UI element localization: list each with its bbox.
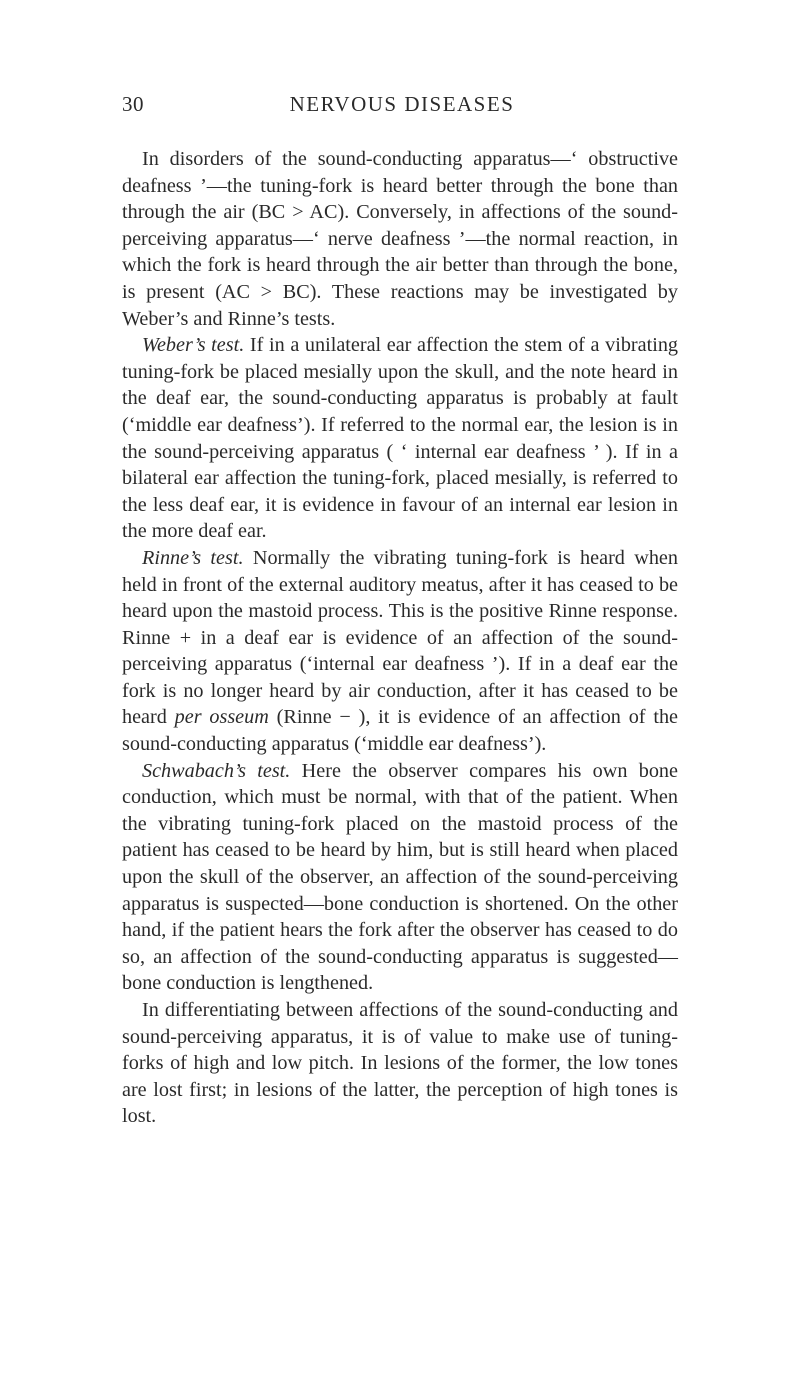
run-in-heading: Weber’s test.	[142, 334, 245, 357]
italic-term: per osseum	[174, 706, 269, 729]
paragraph-text: Normally the vibrating tuning-fork is heard when held in front of the external auditory meatus, after it has ceased to be heard upon the mastoid process. This is the positive Rinne response. Rinne + in a deaf ear is evidence of an affection of the sound-perceiving apparatus (‘internal ear deafness ’). If in a deaf ear the fork is no longer heard by air conduction, after it has ceased to be heard	[122, 546, 678, 729]
paragraph-text: (Rinne − ), it is evidence of an affection of the sound-conducting apparatus (‘middle ear deafness’).	[122, 706, 678, 756]
page-header	[122, 92, 682, 122]
paragraph-webers-test	[122, 332, 678, 545]
paragraph-text: Here the observer compares his own bone conduction, which must be normal, with that of the patient. When the vibrating tuning-fork placed on the mastoid process of the patient has ceased to be heard by him, but is still heard when placed upon the skull of the observer, an affection of the sound-perceiving apparatus is suspected—bone conduction is shortened. On the other hand, if the patient hears the fork after the observer has ceased to do so, an affection of the sound-conducting apparatus is suggested—bone conduction is lengthened.	[122, 759, 678, 995]
paragraph-text: In differentiating between affections of the sound-conducting and sound-perceiving apparatus, it is of value to make use of tuning-forks of high and low pitch. In lesions of the former, the low tones are lost first; in lesions of the latter, the perception of high tones is lost.	[122, 999, 678, 1128]
page-number: 30	[122, 92, 144, 116]
paragraph-schwabachs-test	[122, 758, 678, 997]
running-head: NERVOUS DISEASES	[289, 92, 515, 116]
run-in-heading: Rinne’s test.	[142, 546, 244, 569]
body-text	[122, 146, 678, 1130]
paragraph-text: In disorders of the sound-conducting apparatus—‘ obstructive deafness ’—the tuning-fork is heard better through the bone than through the air (BC > AC). Conversely, in affections of the sound-perceiving apparatus—‘ nerve deafness ’—the normal reaction, in which the fork is heard through the air better than through the bone, is present (AC > BC). These reactions may be investigated by Weber’s and Rinne’s tests.	[122, 148, 678, 330]
run-in-heading: Schwabach’s test.	[142, 759, 291, 782]
paragraph-intro	[122, 146, 678, 332]
paragraph-rinnes-test	[122, 545, 678, 758]
paragraph-pitch-forks	[122, 997, 678, 1130]
paragraph-text: If in a unilateral ear affection the stem of a vibrating tuning-fork be placed mesially upon the skull, and the note heard in the deaf ear, the sound-conducting apparatus is probably at fault (‘middle ear deafness’). If referred to the normal ear, the lesion is in the sound-perceiving apparatus ( ‘ internal ear deafness ’ ). If in a bilateral ear affection the tuning-fork, placed mesially, is referred to the less deaf ear, it is evidence in favour of an internal ear lesion in the more deaf ear.	[122, 334, 679, 543]
